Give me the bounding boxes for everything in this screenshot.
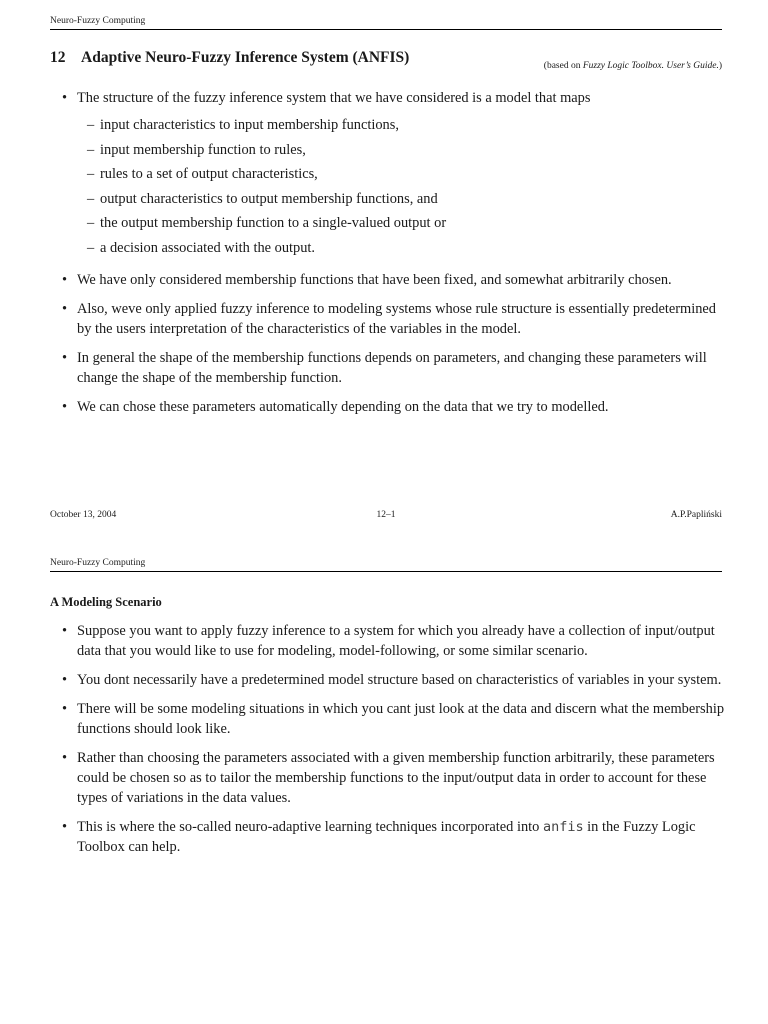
bullet-marker: • xyxy=(62,623,68,639)
section-title xyxy=(50,49,409,67)
sub-list-item xyxy=(77,211,726,236)
sub-item-text: a decision associated with the output. xyxy=(100,239,316,256)
source-note-title: Fuzzy Logic Toolbox. User’s Guide. xyxy=(582,61,719,71)
sub-item-text: output characteristics to output membership functions, and xyxy=(100,190,438,207)
sub-list xyxy=(77,113,726,261)
code-anfis: anfis xyxy=(542,819,584,835)
sub-item-text: input characteristics to input membership functions, xyxy=(100,117,399,133)
bullet-text: We can chose these parameters automatically depending on the data that we try to modelled. xyxy=(77,398,609,415)
sub-item-text: the output membership function to a single-valued output or xyxy=(100,215,447,232)
running-head: Neuro-Fuzzy Computing xyxy=(50,558,146,568)
bullet-list xyxy=(50,88,726,426)
source-note xyxy=(544,61,722,71)
header-rule xyxy=(50,29,722,30)
slide-12-2 xyxy=(50,548,725,1008)
sub-item-text: input membership function to rules, xyxy=(100,141,306,158)
sub-item-text: rules to a set of output characteristics, xyxy=(100,166,318,183)
bullet-marker: • xyxy=(62,90,68,106)
sub-list-item xyxy=(77,162,726,187)
sub-list-item xyxy=(77,187,726,212)
bullet-text: You dont necessarily have a predetermined model structure based on characteristics of variables in your system. xyxy=(77,672,722,688)
bullet-text-prefix: This is where the so-called neuro-adaptive learning techniques incorporated into xyxy=(77,819,543,835)
slide-12-1 xyxy=(50,0,722,530)
list-item xyxy=(50,299,726,339)
footer-author: A.P.Papliński xyxy=(670,510,722,520)
list-item xyxy=(50,621,726,661)
bullet-text: We have only considered membership functions that have been fixed, and somewhat arbitrarily chosen. xyxy=(77,271,672,288)
dash-marker: – xyxy=(87,190,95,207)
dash-marker: – xyxy=(87,117,95,133)
dash-marker: – xyxy=(87,166,95,183)
bullet-text: The structure of the fuzzy inference system that we have considered is a model that maps xyxy=(77,90,591,106)
bullet-text: In general the shape of the membership functions depends on parameters, and changing these parameters will change the shape of the membership function. xyxy=(77,349,707,386)
list-item xyxy=(50,397,726,417)
list-item xyxy=(50,748,726,808)
bullet-list xyxy=(50,621,726,866)
list-item xyxy=(50,817,726,857)
bullet-marker: • xyxy=(62,750,68,766)
dash-marker: – xyxy=(87,239,95,256)
list-item xyxy=(50,270,726,290)
list-item xyxy=(50,88,726,261)
sub-list-item xyxy=(77,113,726,138)
section-title-text: Adaptive Neuro-Fuzzy Inference System (ANFIS) xyxy=(81,49,410,66)
bullet-marker: • xyxy=(62,300,68,317)
bullet-marker: • xyxy=(62,271,68,288)
bullet-text-suffix: in the Fuzzy Logic Toolbox can help. xyxy=(77,819,696,855)
bullet-text: Rather than choosing the parameters associated with a given membership function arbitrarily, these parameters could be chosen so as to tailor the membership functions to the input/output data in order to account for these types of variations in the data values. xyxy=(77,750,715,806)
bullet-marker: • xyxy=(62,701,68,717)
footer-date: October 13, 2004 xyxy=(50,510,117,520)
bullet-marker: • xyxy=(62,672,68,688)
footer-page-number: 12–1 xyxy=(376,510,396,520)
dash-marker: – xyxy=(87,215,95,232)
section-number: 12 xyxy=(50,49,66,66)
sub-list-item xyxy=(77,138,726,163)
list-item xyxy=(50,699,726,739)
bullet-text: Suppose you want to apply fuzzy inference to a system for which you already have a collection of input/output data that you would like to use for modeling, model-following, or some similar scenario. xyxy=(77,623,715,659)
slide-subhead: A Modeling Scenario xyxy=(50,595,162,609)
bullet-marker: • xyxy=(62,398,68,415)
bullet-marker: • xyxy=(62,819,68,835)
header-rule xyxy=(50,571,722,572)
sub-list-item xyxy=(77,236,726,261)
dash-marker: – xyxy=(87,141,95,158)
running-head: Neuro-Fuzzy Computing xyxy=(50,16,146,26)
list-item xyxy=(50,670,726,690)
bullet-text: Also, weve only applied fuzzy inference to modeling systems whose rule structure is essentially predetermined by the users interpretation of the characteristics of the variables in the model. xyxy=(77,300,716,337)
bullet-marker: • xyxy=(62,349,68,366)
list-item xyxy=(50,348,726,388)
bullet-text: There will be some modeling situations in which you cant just look at the data and discern what the membership functions should look like. xyxy=(77,701,725,737)
source-note-prefix: (based on xyxy=(543,61,583,71)
source-note-suffix: ) xyxy=(718,61,722,71)
